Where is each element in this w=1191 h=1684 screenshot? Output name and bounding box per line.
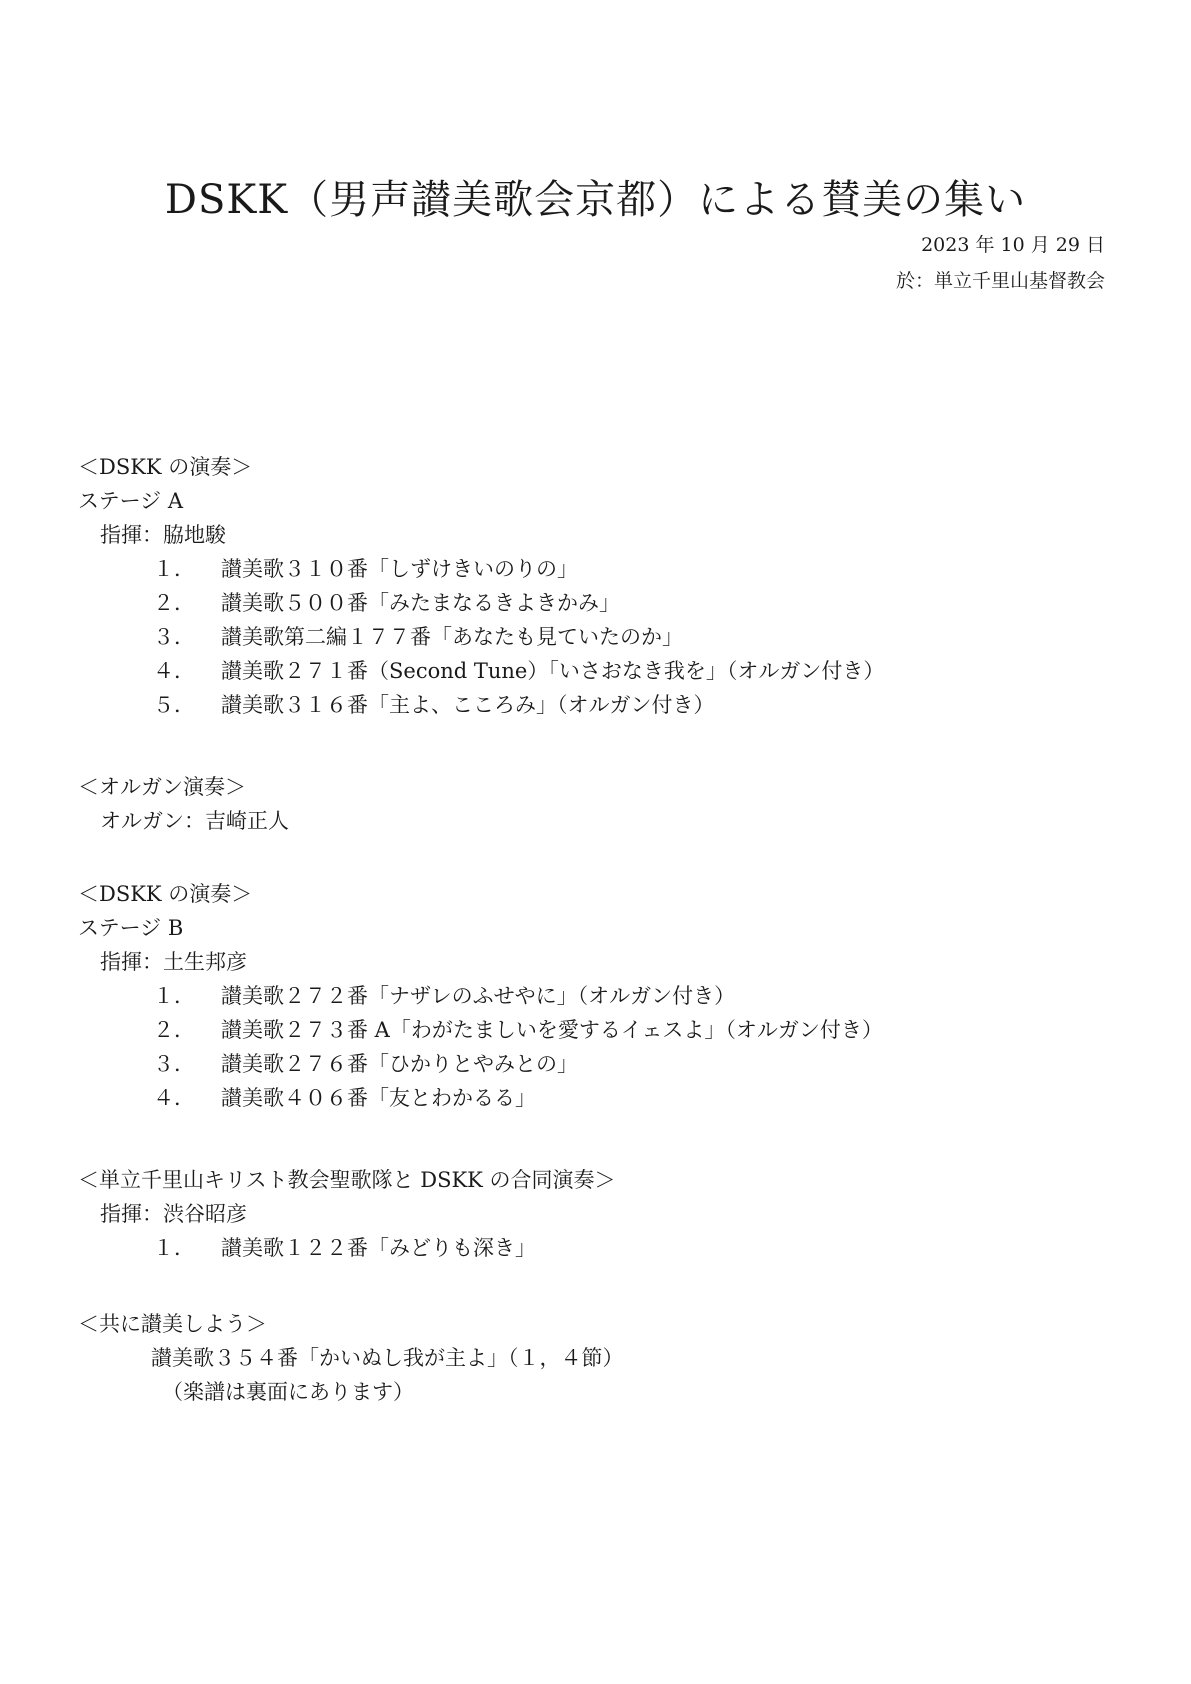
hymn-title: 讃美歌２７１番（Second Tune）「いさおなき我を」（オルガン付き） (221, 659, 885, 683)
program-item (153, 1231, 616, 1265)
item-number: １． (153, 557, 195, 581)
item-number: ３． (153, 625, 195, 649)
conductor-line: 指揮：土生邦彦 (100, 950, 247, 974)
organ-section (78, 770, 289, 838)
hymn-title: 讃美歌４０６番「友とわかるる」 (221, 1086, 536, 1110)
section-header: ＜共に讃美しよう＞ (78, 1312, 267, 1336)
item-number: １． (153, 1236, 195, 1260)
program-item (153, 552, 884, 586)
item-number: ４． (153, 659, 195, 683)
hymn-title: 讃美歌３１０番「しずけきいのりの」 (221, 557, 578, 581)
joint-performance-section (78, 1163, 616, 1265)
score-note: （楽譜は裏面にあります） (162, 1380, 414, 1404)
program-item (153, 1047, 883, 1081)
item-number: ２． (153, 1018, 195, 1042)
dskk-stage-b-section (78, 877, 883, 1115)
event-date: 2023 年 10 月 29 日 (921, 234, 1105, 256)
event-venue: 於：単立千里山基督教会 (895, 270, 1105, 292)
section-header: ＜単立千里山キリスト教会聖歌隊と DSKK の合同演奏＞ (78, 1168, 616, 1192)
item-number: ３． (153, 1052, 195, 1076)
program-item (153, 1013, 883, 1047)
program-item (153, 586, 884, 620)
page-title: DSKK（男声讃美歌会京都）による賛美の集い (164, 177, 1027, 223)
program-item (153, 979, 883, 1013)
hymn-title: 讃美歌２７２番「ナザレのふせやに」（オルガン付き） (221, 984, 736, 1008)
item-number: ２． (153, 591, 195, 615)
hymn-title: 讃美歌３１６番「主よ、こころみ」（オルガン付き） (221, 693, 715, 717)
hymn-title: 讃美歌第二編１７７番「あなたも見ていたのか」 (221, 625, 683, 649)
program-item (153, 654, 884, 688)
program-item (153, 1081, 883, 1115)
section-header: ＜DSKK の演奏＞ (78, 882, 253, 906)
dskk-stage-a-section (78, 450, 884, 722)
stage-label: ステージ B (78, 916, 184, 940)
hymn-title: 讃美歌２７３番 A「わがたましいを愛するイェスよ」（オルガン付き） (221, 1018, 883, 1042)
item-number: ５． (153, 693, 195, 717)
program-item (153, 620, 884, 654)
item-number: １． (153, 984, 195, 1008)
organist-line: オルガン：吉崎正人 (100, 809, 289, 833)
conductor-line: 指揮：脇地駿 (100, 523, 226, 547)
stage-label: ステージ A (78, 489, 184, 513)
hymn-title: 讃美歌１２２番「みどりも深き」 (221, 1236, 536, 1260)
sing-together-section (78, 1307, 624, 1409)
program-item (153, 688, 884, 722)
hymn-title: 讃美歌３５４番「かいぬし我が主よ」（１，４節） (151, 1346, 624, 1370)
item-number: ４． (153, 1086, 195, 1110)
hymn-title: 讃美歌５００番「みたまなるきよきかみ」 (221, 591, 620, 615)
hymn-title: 讃美歌２７６番「ひかりとやみとの」 (221, 1052, 578, 1076)
conductor-line: 指揮：渋谷昭彦 (100, 1202, 247, 1226)
section-header: ＜DSKK の演奏＞ (78, 455, 253, 479)
section-header: ＜オルガン演奏＞ (78, 775, 246, 799)
